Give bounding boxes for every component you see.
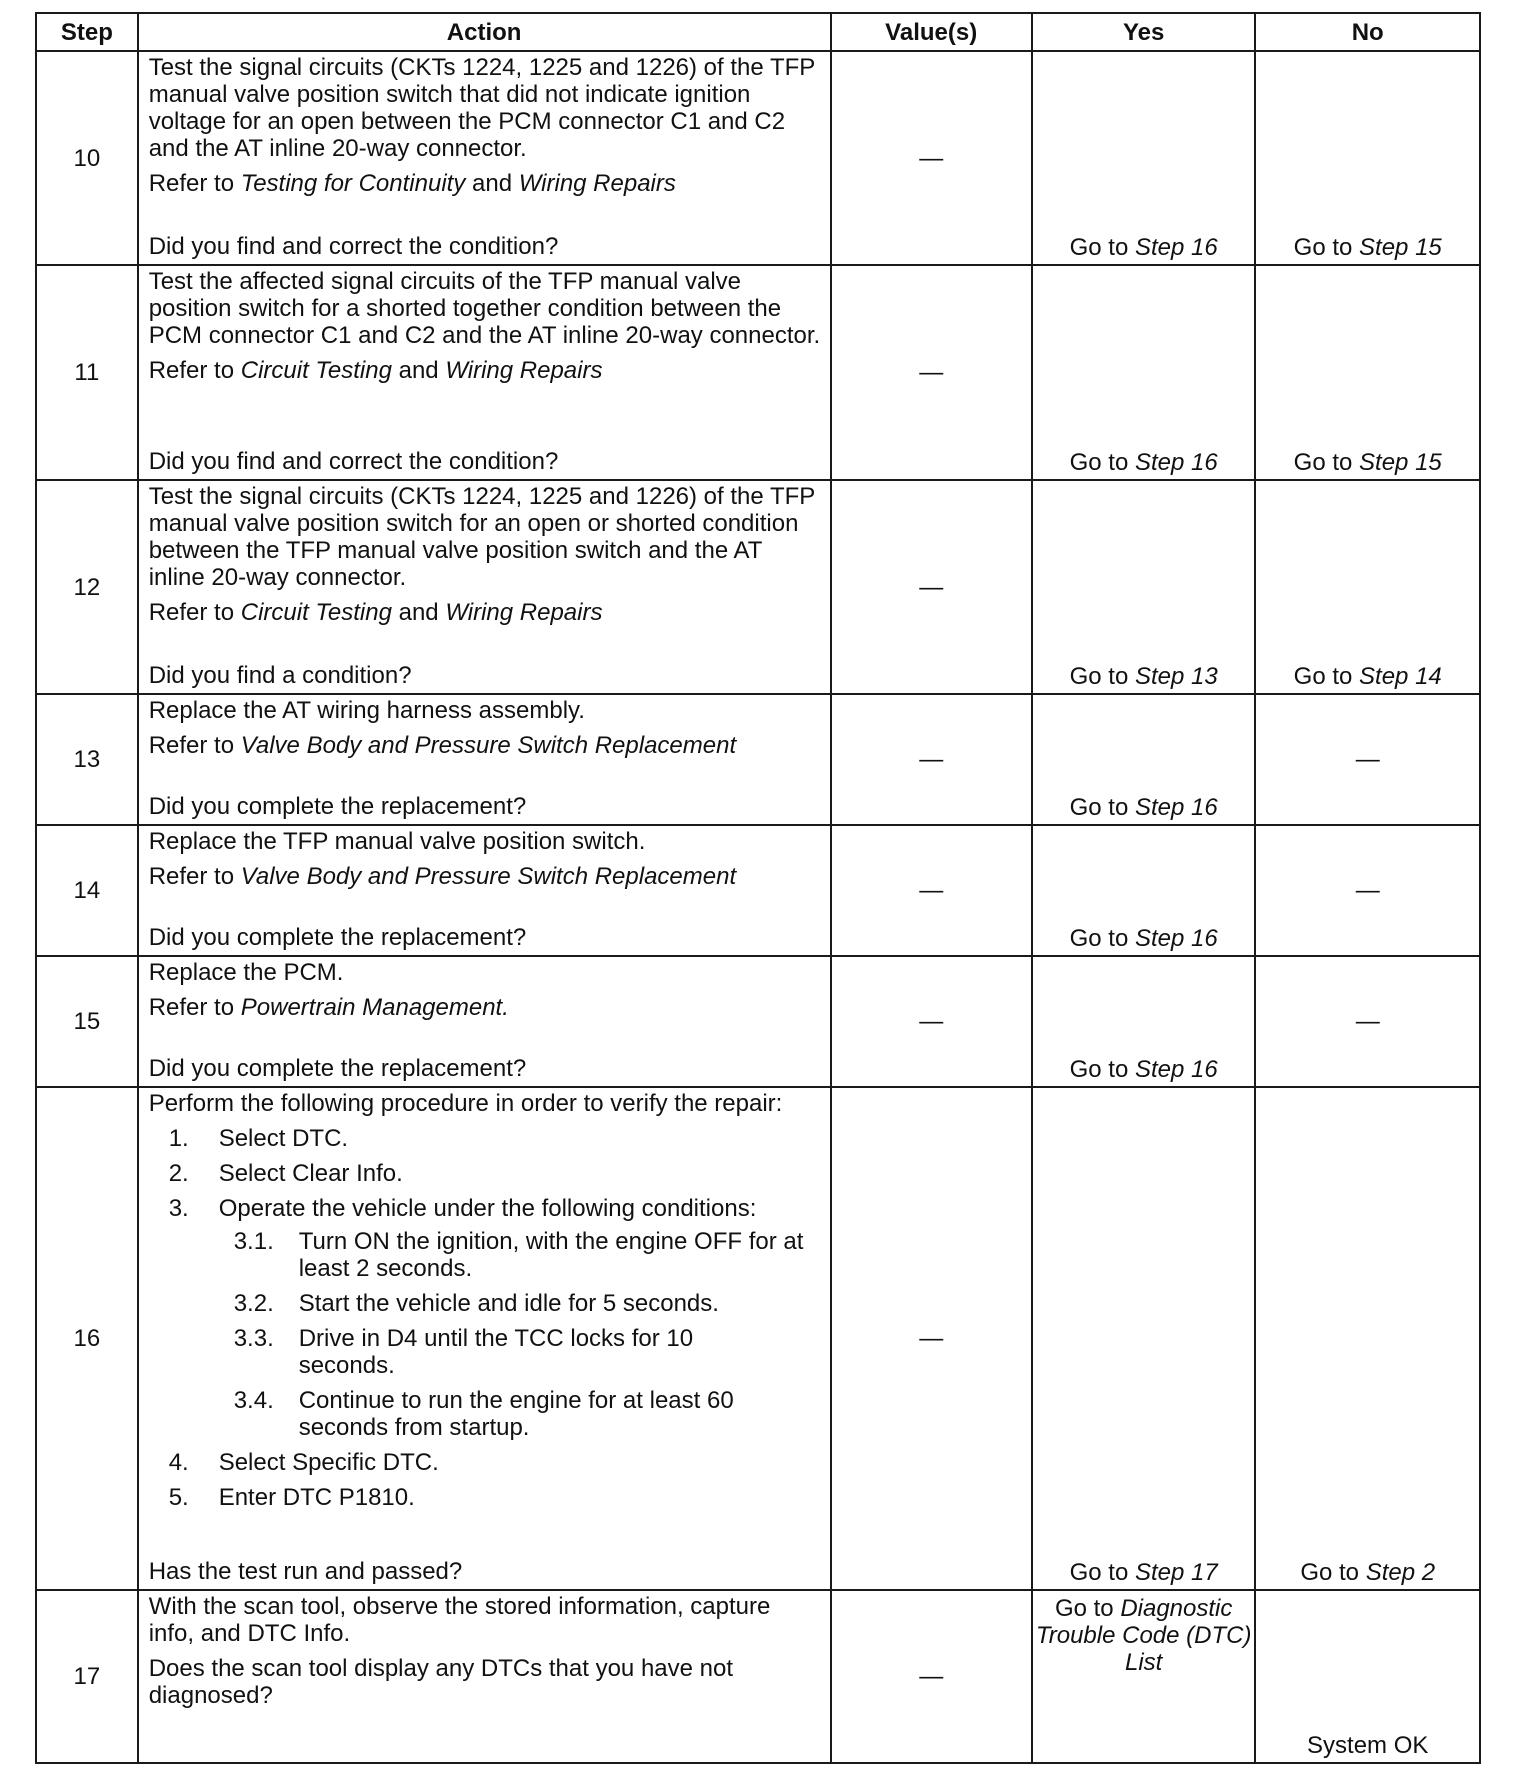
no-cell — [1255, 1087, 1480, 1590]
reference-link: Wiring Repairs — [445, 599, 603, 626]
no-step-link: Step 14 — [1359, 663, 1442, 690]
action-text: Replace the TFP manual valve position switch. — [148, 828, 646, 855]
list-number: 3. — [168, 1195, 189, 1222]
list-number: 3.3. — [233, 1325, 274, 1352]
yes-cell — [1032, 825, 1256, 956]
refer-and: and — [398, 357, 439, 384]
question-text: Did you complete the replacement? — [148, 924, 527, 951]
question-text: Did you find and correct the condition? — [148, 233, 559, 260]
yes-step-link: Step 16 — [1134, 794, 1218, 821]
action-cell — [138, 694, 831, 825]
dash: — — [919, 746, 944, 773]
step-number: 10 — [36, 51, 138, 265]
action-cell — [138, 825, 831, 956]
no-cell — [1255, 51, 1480, 265]
value-cell — [831, 51, 1032, 265]
action-cell — [138, 1590, 831, 1763]
refer-line — [149, 994, 822, 1021]
table-row-step-10 — [36, 51, 1480, 265]
yes-cell — [1032, 694, 1256, 825]
reference-link: Circuit Testing — [240, 357, 392, 384]
list-text: Enter DTC P1810. — [218, 1484, 415, 1511]
dash: — — [919, 573, 944, 601]
yes-step-link: Step 16 — [1134, 1056, 1218, 1083]
value-cell — [831, 694, 1032, 825]
yes-cell — [1032, 265, 1256, 480]
action-text: Test the affected signal circuits of the TFP manual valve position switch for a shorted together condition between the PCM connector C1 and C2 and the AT inline 20-way connector. — [148, 268, 821, 349]
go-to-label: Go to — [1069, 1559, 1129, 1586]
no-step-link: Step 15 — [1359, 449, 1442, 476]
step-number: 12 — [36, 480, 138, 694]
value-cell — [831, 265, 1032, 480]
list-item — [234, 1228, 822, 1282]
question-text: Does the scan tool display any DTCs that you have not diagnosed? — [148, 1655, 734, 1709]
question-text: Has the test run and passed? — [148, 1558, 463, 1585]
action-text: With the scan tool, observe the stored information, capture info, and DTC Info. — [148, 1593, 771, 1647]
action-text: Test the signal circuits (CKTs 1224, 1225 and 1226) of the TFP manual valve position switch that did not indicate ignition voltage for an open between the PCM connector C1 and C2 and the AT inline 20-way connector. — [148, 54, 815, 162]
table-row-step-12 — [36, 480, 1480, 694]
diagnostic-table — [35, 12, 1481, 1764]
list-number: 5. — [168, 1484, 189, 1511]
yes-step-link: Step 13 — [1134, 663, 1218, 690]
table-row-step-11 — [36, 265, 1480, 480]
reference-link: Wiring Repairs — [518, 170, 676, 197]
no-cell — [1255, 956, 1480, 1087]
list-text: Select Clear Info. — [218, 1160, 403, 1187]
dash: — — [919, 1008, 944, 1035]
refer-line — [149, 170, 822, 197]
action-text: Perform the following procedure in order to verify the repair: — [148, 1090, 783, 1117]
yes-step-link: Step 16 — [1134, 449, 1218, 476]
table-row-step-14 — [36, 825, 1480, 956]
go-to-label: Go to — [1069, 449, 1129, 476]
go-to-label: Go to — [1069, 663, 1129, 690]
refer-line — [149, 863, 822, 890]
refer-prefix: Refer to — [148, 170, 235, 197]
question-text: Did you complete the replacement? — [148, 793, 527, 820]
action-text: Replace the AT wiring harness assembly. — [148, 697, 585, 724]
go-to-label: Go to — [1293, 234, 1353, 261]
list-number: 2. — [168, 1160, 189, 1187]
list-item — [149, 1449, 822, 1476]
action-cell — [138, 1087, 831, 1590]
no-step-link: Step 2 — [1365, 1559, 1436, 1586]
yes-step-link: Step 17 — [1134, 1559, 1218, 1586]
no-cell — [1255, 694, 1480, 825]
go-to-label: Go to — [1069, 925, 1129, 952]
list-text: Continue to run the engine for at least 60 seconds from startup. — [298, 1387, 734, 1441]
value-cell — [831, 480, 1032, 694]
list-text: Turn ON the ignition, with the engine OFF for at least 2 seconds. — [298, 1228, 804, 1282]
header-values: Value(s) — [831, 13, 1032, 51]
list-text: Select DTC. — [218, 1125, 349, 1152]
dash: — — [919, 877, 944, 904]
reference-link: Wiring Repairs — [445, 357, 603, 384]
list-item — [234, 1290, 822, 1317]
header-step: Step — [36, 13, 138, 51]
action-text: Test the signal circuits (CKTs 1224, 1225 and 1226) of the TFP manual valve position switch for an open or shorted condition between the TFP manual valve position switch and the AT inline 20-way connector. — [148, 483, 815, 591]
go-to-label: Go to — [1069, 794, 1129, 821]
value-cell — [831, 1590, 1032, 1763]
yes-cell — [1032, 956, 1256, 1087]
list-text: Operate the vehicle under the following conditions: — [218, 1195, 757, 1222]
dash: — — [919, 1663, 944, 1690]
list-number: 3.2. — [233, 1290, 274, 1317]
value-cell — [831, 956, 1032, 1087]
system-ok-label: System OK — [1307, 1732, 1429, 1759]
reference-link: Valve Body and Pressure Switch Replacement — [240, 863, 737, 890]
list-item — [149, 1160, 822, 1187]
no-cell — [1255, 480, 1480, 694]
no-step-link: Step 15 — [1359, 234, 1442, 261]
question-text: Did you find and correct the condition? — [148, 448, 559, 475]
table-row-step-16 — [36, 1087, 1480, 1590]
list-number: 4. — [168, 1449, 189, 1476]
action-cell — [138, 480, 831, 694]
step-number: 13 — [36, 694, 138, 825]
refer-line — [149, 732, 822, 759]
list-number: 3.1. — [233, 1228, 274, 1255]
dash: — — [1355, 877, 1380, 904]
table-row-step-15 — [36, 956, 1480, 1087]
list-number: 3.4. — [233, 1387, 274, 1414]
list-number: 1. — [168, 1125, 189, 1152]
step-number: 14 — [36, 825, 138, 956]
list-text: Start the vehicle and idle for 5 seconds. — [298, 1290, 719, 1317]
step-number: 11 — [36, 265, 138, 480]
go-to-label: Go to — [1054, 1595, 1114, 1622]
value-cell — [831, 1087, 1032, 1590]
list-item — [149, 1484, 822, 1511]
refer-prefix: Refer to — [148, 599, 235, 626]
yes-cell — [1032, 51, 1256, 265]
refer-prefix: Refer to — [148, 357, 235, 384]
dash: — — [919, 1325, 944, 1352]
action-cell — [138, 51, 831, 265]
yes-cell — [1032, 480, 1256, 694]
step-number: 17 — [36, 1590, 138, 1763]
refer-and: and — [398, 599, 439, 626]
header-action: Action — [138, 13, 831, 51]
reference-link: Testing for Continuity — [240, 170, 466, 197]
list-item — [149, 1195, 822, 1441]
go-to-label: Go to — [1293, 663, 1353, 690]
question-text: Did you find a condition? — [148, 662, 412, 689]
action-text: Replace the PCM. — [148, 959, 344, 986]
no-cell — [1255, 825, 1480, 956]
refer-prefix: Refer to — [148, 732, 235, 759]
reference-link: Circuit Testing — [240, 599, 392, 626]
table-row-step-13 — [36, 694, 1480, 825]
dash: — — [919, 144, 944, 172]
refer-line — [149, 599, 822, 626]
reference-link: Valve Body and Pressure Switch Replacement — [240, 732, 737, 759]
no-cell — [1255, 1590, 1480, 1763]
yes-reference-link: Diagnostic Trouble Code (DTC) List — [1035, 1595, 1252, 1676]
yes-cell — [1032, 1087, 1256, 1590]
action-cell — [138, 265, 831, 480]
step-number: 16 — [36, 1087, 138, 1590]
dash: — — [1355, 746, 1380, 773]
value-cell — [831, 825, 1032, 956]
list-item — [149, 1125, 822, 1152]
refer-and: and — [472, 170, 513, 197]
go-to-label: Go to — [1293, 449, 1353, 476]
header-yes: Yes — [1032, 13, 1256, 51]
header-row — [36, 13, 1480, 51]
go-to-label: Go to — [1069, 234, 1129, 261]
list-text: Drive in D4 until the TCC locks for 10 seconds. — [298, 1325, 694, 1379]
list-item — [234, 1325, 822, 1379]
dash: — — [1355, 1008, 1380, 1035]
list-item — [234, 1387, 822, 1441]
sub-procedure-list — [234, 1228, 822, 1441]
list-text: Select Specific DTC. — [218, 1449, 439, 1476]
reference-link: Powertrain Management. — [240, 994, 509, 1021]
step-number: 15 — [36, 956, 138, 1087]
refer-prefix: Refer to — [148, 994, 235, 1021]
no-cell — [1255, 265, 1480, 480]
refer-prefix: Refer to — [148, 863, 235, 890]
procedure-list — [149, 1125, 822, 1511]
yes-step-link: Step 16 — [1134, 925, 1218, 952]
question-text: Did you complete the replacement? — [148, 1055, 527, 1082]
dash: — — [919, 359, 944, 386]
refer-line — [149, 357, 822, 384]
table-row-step-17 — [36, 1590, 1480, 1763]
action-cell — [138, 956, 831, 1087]
yes-step-link: Step 16 — [1134, 234, 1218, 261]
go-to-label: Go to — [1300, 1559, 1360, 1586]
header-no: No — [1255, 13, 1480, 51]
yes-cell — [1032, 1590, 1256, 1763]
go-to-label: Go to — [1069, 1056, 1129, 1083]
